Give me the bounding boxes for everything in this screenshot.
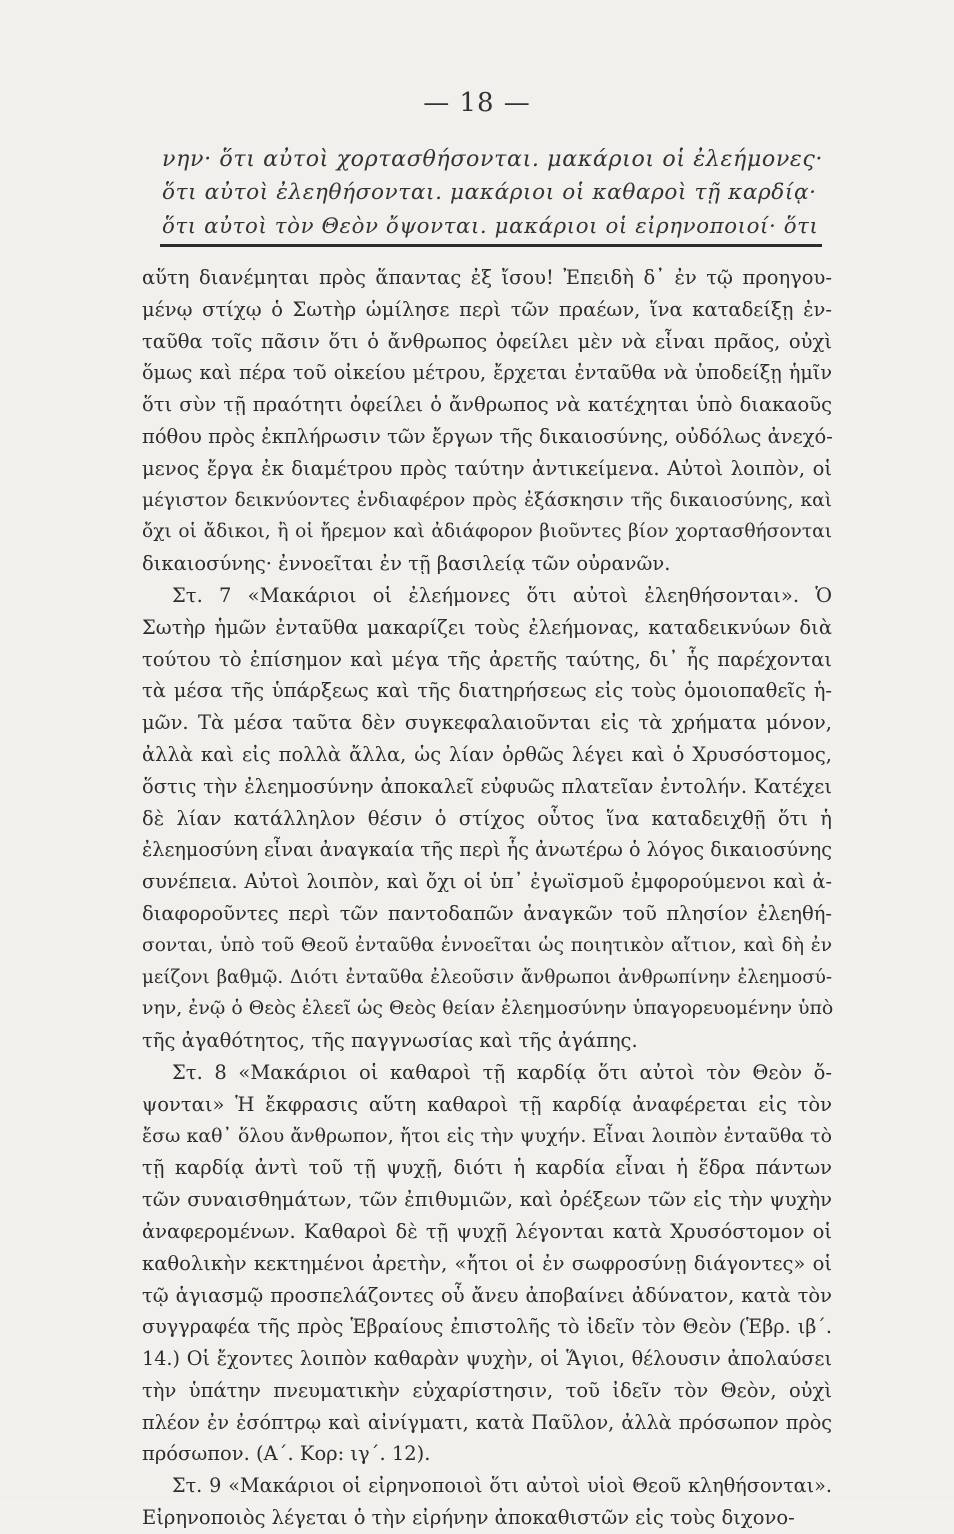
commentary-line: μένῳ στίχῳ ὁ Σωτὴρ ὡμίλησε περὶ τῶν πραέων, ἵνα καταδείξῃ ἐν- [142,297,832,321]
commentary-line: τούτου τὸ ἐπίσημον καὶ μέγα τῆς ἀρετῆς ταύτης, δι᾽ ἧς παρέχονται [142,647,832,671]
commentary-line: Εἰρηνοποιὸς λέγεται ὁ τὴν εἰρήνην ἀποκαθιστῶν εἰς τοὺς διχονο- [142,1506,795,1530]
commentary-line: ὄχι οἱ ἄδικοι, ἢ οἱ ἤρεμον καὶ ἀδιάφορον βιοῦντες βίον χορτασθήσονται [142,521,832,543]
commentary-line: μενος ἔργα ἐκ διαμέτρου πρὸς ταύτην ἀντικείμενα. Αὐτοὶ λοιπὸν, οἱ [142,456,832,480]
commentary-line: σονται, ὑπὸ τοῦ Θεοῦ ἐνταῦθα ἐννοεῖται ὡς ποιητικὸν αἴτιον, καὶ δὴ ἐν [142,934,832,956]
commentary-line: συγγραφέα τῆς πρὸς Ἑβραίους ἐπιστολῆς τὸ ἰδεῖν τὸν Θεὸν (Ἑβρ. ιβ΄. [142,1315,832,1339]
commentary-line: πόθου πρὸς ἐκπλήρωσιν τῶν ἔργων τῆς δικαιοσύνης, οὐδόλως ἀνεχό- [142,424,833,448]
commentary-line: ἀλλὰ καὶ εἰς πολλὰ ἄλλα, ὡς λίαν ὀρθῶς λέγει καὶ ὁ Χρυσόστομος, [142,742,832,766]
commentary-line: ὅμως καὶ πέρα τοῦ οἰκείου μέτρου, ἔρχεται ἐνταῦθα νὰ ὑποδείξῃ ἡμῖν [142,361,832,385]
commentary-line: 14.) Οἱ ἔχοντες λοιπὸν καθαρὰν ψυχὴν, οἱ Ἅγιοι, θέλουσιν ἀπολαύσει [142,1347,832,1371]
commentary-line: δὲ λίαν κατάλληλον θέσιν ὁ στίχος οὗτος ἵνα καταδειχθῇ ὅτι ἡ [142,806,832,830]
commentary-line: ψονται» Ἡ ἔκφρασις αὕτη καθαροὶ τῇ καρδίᾳ ἀναφέρεται εἰς τὸν [142,1092,832,1116]
commentary-line: συνέπεια. Αὐτοὶ λοιπὸν, καὶ ὄχι οἱ ὑπ᾽ ἐγωϊσμοῦ ἐμφορούμενοι καὶ ἀ- [142,870,832,894]
commentary-line: ἀναφερομένων. Καθαροὶ δὲ τῇ ψυχῇ λέγονται κατὰ Χρυσόστομον οἱ [142,1219,832,1243]
commentary-line: τῶν συναισθημάτων, τῶν ἐπιθυμιῶν, καὶ ὀρέξεων τῶν εἰς τὴν ψυχὴν [142,1188,832,1212]
verse-line: ὅτι αὐτοὶ τὸν Θεὸν ὄψονται. μακάριοι οἱ εἰρηνοποιοί· ὅτι [162,214,819,239]
commentary-line: τὰ μέσα τῆς ὑπάρξεως καὶ τῆς διατηρήσεως εἰς τοὺς ὁμοιοπαθεῖς ἡ- [142,679,832,703]
commentary-line: καθολικὴν κεκτημένοι ἀρετὴν, «ἤτοι οἱ ἐν σωφροσύνῃ διάγοντες» οἱ [142,1251,832,1275]
verse-line: νην· ὅτι αὐτοὶ χορτασθήσονται. μακάριοι οἱ ἐλεήμονες· [162,146,824,172]
separator-rule [160,244,822,247]
commentary-line: τῆς ἀγαθότητος, τῆς παγγνωσίας καὶ τῆς ἀγάπης. [142,1029,638,1053]
commentary-line: Στ. 9 «Μακάριοι οἱ εἰρηνοποιοὶ ὅτι αὐτοὶ υἱοὶ Θεοῦ κληθήσονται». [172,1474,832,1498]
commentary-line: Σωτὴρ ἡμῶν ἐνταῦθα μακαρίζει τοὺς ἐλεήμονας, καταδεικνύων διὰ [142,615,832,639]
commentary-line: πλέον ἐν ἐσόπτρῳ καὶ αἰνίγματι, κατὰ Παῦλον, ἀλλὰ πρόσωπον πρὸς [142,1410,832,1434]
commentary-line: τὴν ὑπάτην πνευματικὴν εὐχαρίστησιν, τοῦ ἰδεῖν τὸν Θεὸν, οὐχὶ [142,1378,832,1402]
commentary-line: νην, ἐνῷ ὁ Θεὸς ἐλεεῖ ὡς Θεὸς θείαν ἐλεημοσύνην ὑπαγορευομένην ὑπὸ [142,997,834,1020]
commentary-line: πρόσωπον. (Α΄. Κορ: ιγ΄. 12). [142,1442,431,1466]
page-number: — 18 — [423,88,531,118]
commentary-line: ἐλεημοσύνη εἶναι ἀναγκαία τῆς περὶ ἧς ἀνωτέρω ὁ λόγος δικαιοσύνης [142,838,832,862]
commentary-line: μῶν. Τὰ μέσα ταῦτα δὲν συγκεφαλαιοῦνται εἰς τὰ χρήματα μόνον, [142,711,832,735]
commentary-text [142,262,832,1534]
commentary-line: δικαιοσύνης· ἐννοεῖται ἐν τῇ βασιλείᾳ τῶν οὐρανῶν. [142,552,671,576]
commentary-line: αὕτη διανέμηται πρὸς ἅπαντας ἐξ ἴσου! Ἐπειδὴ δ᾽ ἐν τῷ προηγου- [142,266,832,289]
scripture-verse-block [162,142,822,244]
commentary-line: ταῦθα τοῖς πᾶσιν ὅτι ὁ ἄνθρωπος ὀφείλει μὲν νὰ εἶναι πρᾶος, οὐχὶ [142,329,832,353]
commentary-line: τῇ καρδίᾳ ἀντὶ τοῦ τῇ ψυχῇ, διότι ἡ καρδία εἶναι ἡ ἕδρα πάντων [142,1156,832,1180]
commentary-line: ὅστις τὴν ἐλεημοσύνην ἀποκαλεῖ εὐφυῶς πλατεῖαν ἐντολήν. Κατέχει [142,774,832,798]
commentary-line: Στ. 8 «Μακάριοι οἱ καθαροὶ τῇ καρδίᾳ ὅτι αὐτοὶ τὸν Θεὸν ὄ- [172,1060,832,1084]
commentary-line: Στ. 7 «Μακάριοι οἱ ἐλεήμονες ὅτι αὐτοὶ ἐλεηθήσονται». Ὁ [172,583,832,607]
commentary-line: ἔσω καθ᾽ ὅλου ἄνθρωπον, ἤτοι εἰς τὴν ψυχήν. Εἶναι λοιπὸν ἐνταῦθα τὸ [142,1124,832,1147]
commentary-line: μείζονι βαθμῷ. Διότι ἐνταῦθα ἐλεοῦσιν ἄνθρωποι ἀνθρωπίνην ἐλεημοσύ- [142,966,832,988]
commentary-line: μέγιστον δεικνύοντες ἐνδιαφέρον πρὸς ἐξάσκησιν τῆς δικαιοσύνης, καὶ [142,489,832,511]
commentary-line: διαφοροῦντες περὶ τῶν παντοδαπῶν ἀναγκῶν τοῦ πλησίον ἐλεηθή- [142,901,832,925]
commentary-line: τῷ ἁγιασμῷ προσπελάζοντες οὗ ἄνευ ἀποβαίνει ἀδύνατον, κατὰ τὸν [142,1283,832,1307]
commentary-line: ὅτι σὺν τῇ πραότητι ὀφείλει ὁ ἄνθρωπος νὰ κατέχηται ὑπὸ διακαοῦς [142,393,832,417]
verse-line: ὅτι αὐτοὶ ἐλεηθήσονται. μακάριοι οἱ καθαροὶ τῇ καρδίᾳ· [162,180,817,205]
